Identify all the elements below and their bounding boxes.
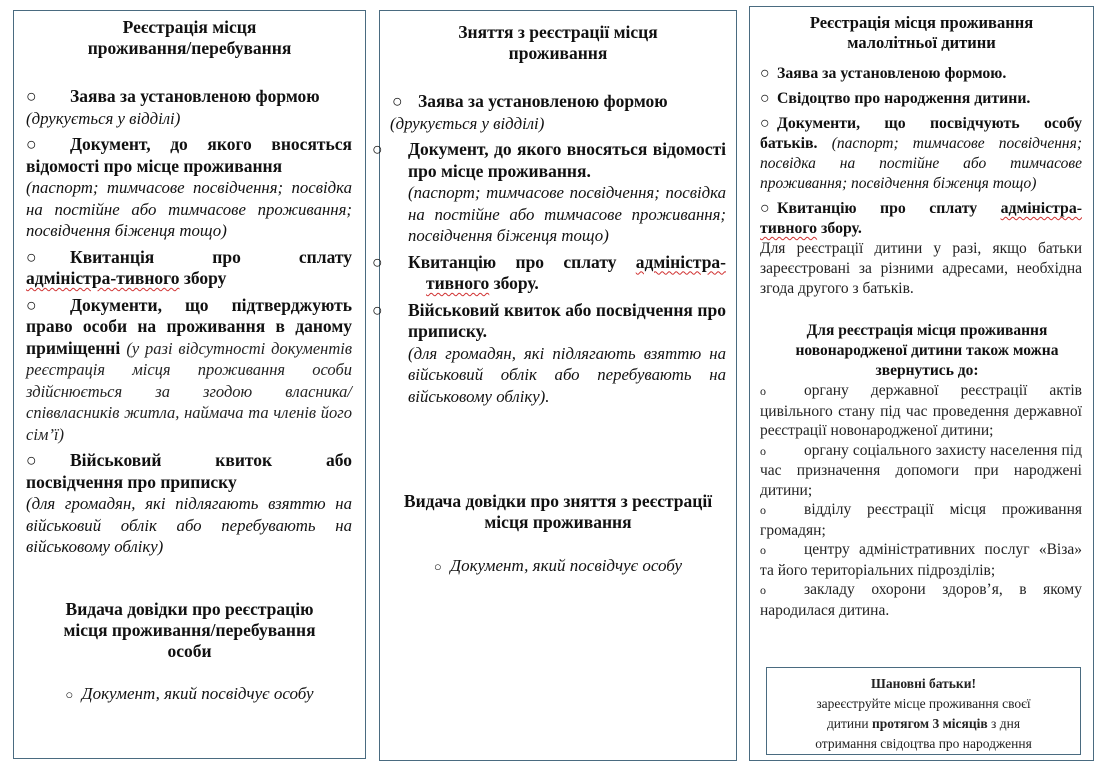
list-item [760, 114, 1082, 194]
circle-bullet-icon: ○ [26, 86, 37, 106]
item-label: Документ, який посвідчує особу [450, 556, 683, 575]
info-note: Для реєстрації дитини у разі, якщо батьки зареєстровані за різними адресами, необхідна згода другого з батьків. [760, 240, 1082, 297]
title-line: Реєстрація місця проживання [809, 13, 1034, 32]
callout-text-part: дитини [826, 716, 869, 731]
item-label: Військовий квиток або посвідчення про приписку [26, 450, 352, 492]
requirements-list [372, 91, 726, 412]
list-item [26, 86, 352, 129]
item-label: Документи, що посвідчують особу батьків. [760, 115, 1082, 152]
title-line: проживання [508, 43, 608, 63]
item-label: збору [183, 268, 227, 288]
title-line: Для реєстрація місця проживання [806, 322, 1048, 339]
item-label: органу соціального захисту населення під час призначення допомоги при народжені дитини; [760, 441, 1082, 499]
circle-bullet-icon: ○ [392, 91, 403, 111]
circle-bullet-icon: o [760, 443, 766, 458]
item-label: Документи, що підтверджують право особи на проживання в даному приміщенні [26, 294, 352, 358]
item-note: (друкується у відділі) [390, 113, 545, 133]
item-label: Заява за установленою формою [70, 86, 320, 106]
list-item [26, 450, 352, 558]
spellcheck-word: тивного [760, 220, 818, 237]
list-item [760, 580, 1082, 620]
title-line: новонародженої дитини також можна [795, 342, 1059, 359]
item-label: Квитанцію про сплату [777, 200, 978, 217]
item-note: (друкується у відділі) [26, 108, 181, 128]
panel-deregistration [372, 10, 737, 761]
panel-title [750, 13, 1093, 53]
circle-bullet-icon: ○ [372, 299, 383, 320]
circle-bullet-icon: ○ [433, 559, 442, 574]
section-title [14, 599, 365, 662]
list-item [760, 381, 1082, 441]
parents-callout [766, 667, 1081, 755]
circle-bullet-icon: o [760, 583, 766, 597]
list-item [760, 441, 1082, 501]
title-line: особи [167, 641, 212, 661]
item-note: (паспорт; тимчасове посвідчення; посвідка на постійне або тимчасове проживання; посвідчення біженця тощо) [760, 135, 1082, 192]
title-line: Зняття з реєстрації місця [458, 22, 658, 42]
panel-registration [13, 10, 366, 759]
callout-text [767, 714, 1080, 734]
item-label: збору. [821, 220, 862, 237]
panel-title [14, 17, 365, 59]
item-label: Заява за установленою формою. [777, 65, 1007, 82]
title-line: Видача довідки про зняття з реєстрації [403, 491, 713, 511]
item-label: закладу охорони здоров’я, в якому народилася дитина. [760, 581, 1082, 619]
list-item [372, 139, 726, 247]
circle-bullet-icon: ○ [760, 200, 770, 217]
list-item [372, 299, 726, 408]
requirements-list [26, 86, 352, 563]
spellcheck-word: тивного [426, 273, 490, 293]
item-label: Документ, до якого вносяться відомості про місце проживання. [408, 139, 726, 181]
section-title [380, 491, 736, 533]
item-label: Свідоцтво про народження дитини. [777, 90, 1031, 107]
list-item [26, 247, 352, 290]
callout-heading: Шановні батьки! [871, 676, 976, 691]
item-note: (паспорт; тимчасове посвідчення; посвідка на постійне або тимчасове проживання; посвідчення біженця тощо) [408, 183, 726, 245]
title-line: Видача довідки про реєстрацію [65, 599, 314, 619]
circle-bullet-icon: ○ [372, 139, 383, 159]
list-item [760, 64, 1082, 84]
circle-bullet-icon: ○ [760, 115, 770, 132]
panel-title [380, 22, 736, 64]
title-line: проживання/перебування [87, 38, 292, 58]
spellcheck-word: адміністра- [1000, 200, 1082, 217]
list-item [760, 500, 1082, 540]
circle-bullet-icon: ○ [65, 687, 74, 702]
item-label: збору. [493, 273, 539, 293]
callout-text: отримання свідоцтва про народження [815, 736, 1032, 751]
circle-bullet-icon: ○ [26, 450, 37, 470]
item-label: Квитанцію про сплату [408, 251, 617, 272]
item-label: відділу реєстрації місця проживання громадян; [760, 501, 1082, 539]
spellcheck-word: адміністра- [635, 251, 726, 272]
circle-bullet-icon: ○ [26, 294, 37, 315]
item-note: (для громадян, які підлягають взяттю на військовий облік або перебувають на військовому обліку). [408, 343, 726, 406]
list-item [380, 556, 736, 576]
item-label: Квитанція про сплату [70, 246, 352, 267]
item-note: (паспорт; тимчасове посвідчення; посвідка на постійне або тимчасове проживання; посвідчення біженця тощо) [26, 178, 352, 240]
list-item [760, 540, 1082, 580]
list-item [26, 134, 352, 242]
list-item [760, 89, 1082, 109]
section-title [760, 321, 1082, 381]
item-note: (для громадян, які підлягають взяттю на військовий облік або перебувають на військовому обліку) [26, 494, 352, 556]
item-label: Документ, який посвідчує особу [81, 684, 314, 703]
circle-bullet-icon: o [760, 543, 766, 557]
callout-deadline: протягом 3 місяців [871, 716, 988, 731]
item-label: Документ, до якого вносяться [70, 134, 352, 154]
callout-text-part: з дня [991, 716, 1021, 731]
circle-bullet-icon: o [760, 384, 766, 398]
circle-bullet-icon: ○ [760, 65, 770, 82]
item-label: центру адміністративних послуг «Віза» та його територіальних підрозділів; [760, 541, 1082, 579]
list-item [26, 295, 352, 446]
item-label: Військовий квиток або посвідчення про приписку. [408, 299, 726, 341]
list-item [14, 684, 365, 704]
title-line: малолітньої дитини [847, 33, 996, 52]
list-item [372, 251, 726, 295]
list-item [760, 199, 1082, 239]
title-line: Реєстрація місця [122, 17, 257, 37]
circle-bullet-icon: ○ [26, 246, 37, 267]
title-line: місця проживання [484, 512, 632, 532]
circle-bullet-icon: ○ [26, 134, 37, 154]
circle-bullet-icon: o [760, 503, 766, 517]
item-label: відомості про місце проживання [26, 155, 283, 176]
item-label: Заява за установленою формою [418, 91, 668, 111]
item-note: (у разі відсутності документів реєстрація місця проживання особи здійснюється за згодою власника/співвласників житла, наймача та членів його сім’ї) [26, 338, 353, 444]
title-line: звернутись до: [875, 362, 979, 379]
circle-bullet-icon: ○ [372, 251, 383, 272]
callout-text: зареєструйте місце проживання своєї [816, 696, 1031, 711]
requirements-list [760, 64, 1082, 620]
panel-child-registration [749, 6, 1094, 761]
item-label: органу державної реєстрації актів цивільного стану під час проведення державної реєстрації новонародженої дитини; [760, 382, 1082, 439]
list-item [390, 91, 726, 134]
circle-bullet-icon: ○ [760, 90, 770, 107]
title-line: місця проживання/перебування [63, 620, 316, 640]
spellcheck-word: адміністра-тивного [26, 268, 180, 288]
